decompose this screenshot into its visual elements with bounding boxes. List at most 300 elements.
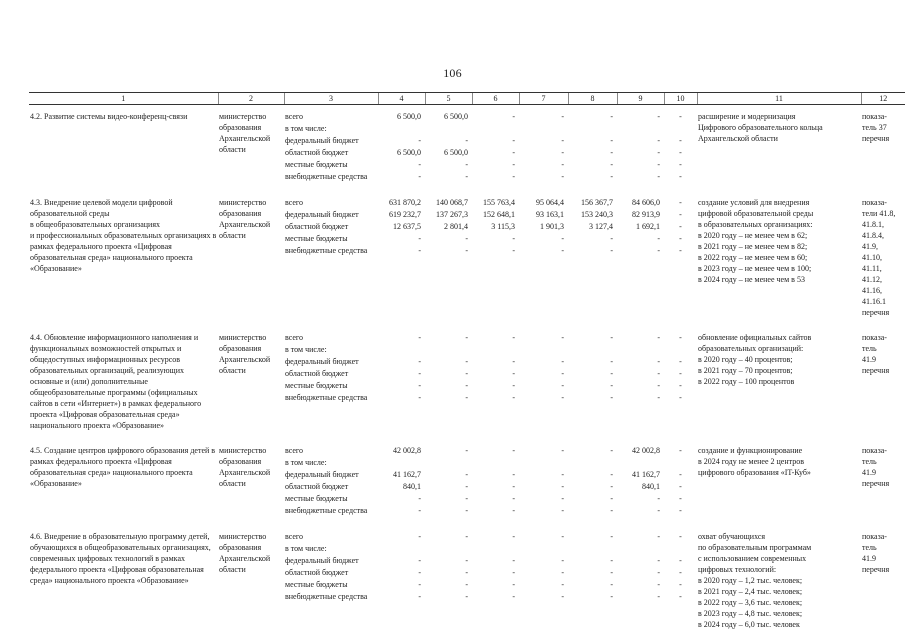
amount-cell — [617, 439, 664, 525]
amount-value — [520, 123, 564, 135]
amount-value — [569, 123, 613, 135]
funding-source-label: в том числе: — [285, 544, 327, 553]
amount-value — [379, 123, 421, 135]
amount-value: - — [561, 160, 564, 169]
amount-cell — [664, 191, 697, 326]
executor-cell: министерство образования Архангельской области — [219, 112, 271, 154]
amount-value: - — [465, 246, 468, 255]
amount-value: - — [561, 494, 564, 503]
activity-title-cell: 4.5. Создание центров цифрового образования детей в рамках федерального проекта «Цифровая образовательная среда» национального проекта «Образование» — [30, 446, 216, 488]
amount-value: - — [418, 136, 421, 145]
amount-cell — [617, 525, 664, 638]
amount-value: - — [610, 556, 613, 565]
funding-source-label: внебюджетные средства — [285, 172, 368, 181]
amount-value — [569, 344, 613, 356]
amount-value: - — [610, 580, 613, 589]
amount-value — [618, 344, 660, 356]
amount-value: 41 162,7 — [393, 470, 421, 479]
funding-source-label: внебюджетные средства — [285, 506, 368, 515]
amount-cell — [425, 191, 472, 326]
amount-value: - — [465, 532, 468, 541]
amount-value: - — [657, 112, 660, 121]
amount-value — [665, 543, 696, 555]
column-header: 11 — [697, 93, 861, 105]
amount-value: 6 500,0 — [444, 112, 468, 121]
table-body — [29, 105, 905, 639]
amount-value: - — [610, 136, 613, 145]
column-header: 7 — [519, 93, 568, 105]
amount-value: - — [561, 136, 564, 145]
amount-value: - — [679, 369, 682, 378]
amount-cell — [568, 191, 617, 326]
amount-value: - — [610, 482, 613, 491]
amount-value: - — [610, 234, 613, 243]
amount-value: - — [610, 369, 613, 378]
amount-cell — [378, 439, 425, 525]
amount-value: 3 127,4 — [589, 222, 613, 231]
amount-value: 6 500,0 — [444, 148, 468, 157]
page-number: 106 — [443, 66, 462, 80]
amount-value — [426, 344, 468, 356]
program-table — [29, 92, 905, 638]
amount-value: - — [465, 393, 468, 402]
amount-value: - — [512, 172, 515, 181]
amount-value: - — [679, 210, 682, 219]
funding-source-label: всего — [285, 112, 304, 121]
amount-value — [473, 123, 515, 135]
amount-value: - — [679, 333, 682, 342]
amount-value: - — [418, 532, 421, 541]
amount-value: - — [561, 234, 564, 243]
amount-value: - — [561, 172, 564, 181]
funding-source-label: в том числе: — [285, 124, 327, 133]
amount-value: - — [418, 246, 421, 255]
amount-value: - — [679, 470, 682, 479]
amount-value: - — [657, 568, 660, 577]
amount-value: - — [561, 592, 564, 601]
amount-value: - — [561, 580, 564, 589]
funding-source-label: областной бюджет — [285, 148, 349, 157]
amount-value: - — [610, 357, 613, 366]
amount-value: 3 115,3 — [491, 222, 515, 231]
funding-source-label: федеральный бюджет — [285, 210, 359, 219]
amount-value: - — [679, 172, 682, 181]
amount-cell — [568, 439, 617, 525]
amount-value: - — [418, 333, 421, 342]
amount-value: - — [418, 393, 421, 402]
amount-value: 840,1 — [403, 482, 421, 491]
amount-value — [520, 344, 564, 356]
amount-value: - — [561, 568, 564, 577]
amount-value: - — [512, 160, 515, 169]
amount-cell — [472, 326, 519, 439]
amount-value: 155 763,4 — [483, 198, 515, 207]
amount-cell — [519, 105, 568, 192]
amount-value: - — [679, 148, 682, 157]
amount-value: 1 692,1 — [636, 222, 660, 231]
amount-value: 42 002,8 — [393, 446, 421, 455]
amount-value: - — [418, 592, 421, 601]
amount-cell — [664, 525, 697, 638]
amount-value: 2 801,4 — [444, 222, 468, 231]
funding-source-label: областной бюджет — [285, 222, 349, 231]
amount-value: 137 267,3 — [436, 210, 468, 219]
funding-source-label: областной бюджет — [285, 369, 349, 378]
amount-value — [618, 457, 660, 469]
amount-value: - — [561, 556, 564, 565]
funding-source-label: местные бюджеты — [285, 234, 348, 243]
amount-value: - — [679, 532, 682, 541]
amount-value: - — [418, 580, 421, 589]
expected-result-cell: создание и функционирование в 2024 году не менее 2 центров цифрового образования «IT-Куб» — [698, 446, 811, 477]
amount-cell — [664, 105, 697, 192]
amount-value: - — [561, 333, 564, 342]
amount-value: - — [418, 568, 421, 577]
amount-value: - — [561, 369, 564, 378]
amount-value: - — [465, 470, 468, 479]
column-header: 5 — [425, 93, 472, 105]
funding-source-label: всего — [285, 333, 304, 342]
amount-cell — [425, 439, 472, 525]
amount-value: - — [561, 470, 564, 479]
amount-value: - — [512, 369, 515, 378]
amount-value: - — [679, 357, 682, 366]
funding-source-label: федеральный бюджет — [285, 470, 359, 479]
column-header: 8 — [568, 93, 617, 105]
amount-value — [618, 123, 660, 135]
column-header: 12 — [861, 93, 905, 105]
amount-value: - — [679, 112, 682, 121]
amount-value: - — [512, 568, 515, 577]
amount-value: - — [610, 470, 613, 479]
amount-value: - — [610, 506, 613, 515]
amount-cell — [472, 191, 519, 326]
amount-value: - — [512, 112, 515, 121]
amount-cell — [378, 191, 425, 326]
amount-value: - — [465, 234, 468, 243]
amount-value: - — [657, 234, 660, 243]
amount-cell — [378, 105, 425, 192]
funding-source-cell — [284, 525, 378, 638]
amount-cell — [378, 525, 425, 638]
funding-source-label: местные бюджеты — [285, 580, 348, 589]
amount-value: - — [610, 393, 613, 402]
amount-value: - — [465, 381, 468, 390]
amount-cell — [472, 439, 519, 525]
amount-value: - — [561, 506, 564, 515]
amount-value: - — [561, 381, 564, 390]
column-header: 1 — [29, 93, 218, 105]
executor-cell: министерство образования Архангельской области — [219, 333, 271, 375]
amount-value: - — [418, 172, 421, 181]
amount-value: - — [561, 357, 564, 366]
activity-title-cell: 4.3. Внедрение целевой модели цифровой образовательной среды в общеобразовательных организациях и профессиональных образовательных организациях в рамках федерального проекта «Цифровая образовательная среда» национального проекта «Образование» — [30, 198, 217, 273]
amount-cell — [617, 326, 664, 439]
amount-value — [426, 543, 468, 555]
amount-cell — [472, 525, 519, 638]
amount-cell — [425, 525, 472, 638]
amount-cell — [519, 191, 568, 326]
amount-value: - — [657, 592, 660, 601]
expected-result-cell: расширение и модернизация Цифрового образовательного кольца Архангельской области — [698, 112, 823, 143]
funding-source-label: федеральный бюджет — [285, 136, 359, 145]
amount-value: 41 162,7 — [632, 470, 660, 479]
amount-cell — [378, 326, 425, 439]
amount-value: - — [418, 369, 421, 378]
indicator-cell: показа- тель 41.9 перечня — [862, 532, 890, 574]
amount-value: - — [657, 148, 660, 157]
amount-cell — [425, 326, 472, 439]
amount-value: 631 870,2 — [389, 198, 421, 207]
amount-cell — [664, 326, 697, 439]
indicator-cell: показа- тель 41.9 перечня — [862, 333, 890, 375]
amount-value: - — [679, 494, 682, 503]
amount-value: - — [679, 234, 682, 243]
column-header: 3 — [284, 93, 378, 105]
amount-value: - — [657, 357, 660, 366]
executor-cell: министерство образования Архангельской области — [219, 198, 271, 240]
funding-source-label: областной бюджет — [285, 482, 349, 491]
amount-value: - — [512, 136, 515, 145]
funding-source-cell — [284, 191, 378, 326]
amount-value: - — [679, 556, 682, 565]
funding-source-label: всего — [285, 532, 304, 541]
amount-value: - — [465, 446, 468, 455]
funding-source-cell — [284, 439, 378, 525]
amount-value: - — [465, 506, 468, 515]
amount-value: 42 002,8 — [632, 446, 660, 455]
amount-value: 840,1 — [642, 482, 660, 491]
funding-source-label: всего — [285, 446, 304, 455]
funding-source-label: всего — [285, 198, 304, 207]
amount-value: - — [418, 357, 421, 366]
amount-value: - — [657, 494, 660, 503]
funding-source-cell — [284, 105, 378, 192]
amount-value: - — [561, 482, 564, 491]
amount-cell — [617, 105, 664, 192]
amount-value — [379, 344, 421, 356]
amount-value: - — [465, 482, 468, 491]
funding-source-label: внебюджетные средства — [285, 246, 368, 255]
indicator-cell: показа- тель 41.9 перечня — [862, 446, 890, 488]
amount-value — [473, 543, 515, 555]
amount-value: - — [512, 482, 515, 491]
amount-value: - — [561, 112, 564, 121]
amount-cell — [425, 105, 472, 192]
amount-value: - — [465, 136, 468, 145]
funding-source-label: областной бюджет — [285, 568, 349, 577]
amount-value: 1 901,3 — [540, 222, 564, 231]
funding-source-label: в том числе: — [285, 458, 327, 467]
amount-value: - — [657, 136, 660, 145]
column-number-row — [29, 93, 905, 105]
table-row — [29, 525, 905, 638]
amount-value: - — [512, 494, 515, 503]
amount-value: - — [657, 580, 660, 589]
amount-value: - — [512, 532, 515, 541]
amount-value — [665, 344, 696, 356]
funding-source-label: федеральный бюджет — [285, 357, 359, 366]
amount-value — [569, 457, 613, 469]
column-header: 2 — [218, 93, 284, 105]
amount-value — [379, 543, 421, 555]
amount-value: - — [657, 393, 660, 402]
amount-cell — [568, 105, 617, 192]
amount-cell — [472, 105, 519, 192]
amount-value: - — [465, 369, 468, 378]
amount-value — [665, 123, 696, 135]
amount-cell — [617, 191, 664, 326]
amount-value: - — [679, 506, 682, 515]
amount-value: - — [679, 381, 682, 390]
amount-value: - — [512, 246, 515, 255]
amount-value — [379, 457, 421, 469]
amount-value — [426, 123, 468, 135]
amount-value: - — [610, 381, 613, 390]
amount-value: - — [512, 381, 515, 390]
amount-value: 84 606,0 — [632, 198, 660, 207]
amount-value: - — [512, 446, 515, 455]
amount-value: - — [610, 148, 613, 157]
executor-cell: министерство образования Архангельской области — [219, 532, 271, 574]
amount-value: 152 648,1 — [483, 210, 515, 219]
amount-value: - — [512, 357, 515, 366]
amount-value: 140 068,7 — [436, 198, 468, 207]
amount-value: - — [512, 333, 515, 342]
amount-value: - — [679, 393, 682, 402]
amount-cell — [519, 326, 568, 439]
amount-value — [520, 543, 564, 555]
column-header: 10 — [664, 93, 697, 105]
amount-value: - — [679, 136, 682, 145]
amount-value: 82 913,9 — [632, 210, 660, 219]
amount-value: - — [679, 580, 682, 589]
amount-value: - — [679, 222, 682, 231]
amount-value: - — [657, 532, 660, 541]
table-row — [29, 191, 905, 326]
amount-value: - — [679, 592, 682, 601]
amount-value: - — [610, 532, 613, 541]
amount-value: - — [465, 580, 468, 589]
amount-value: - — [679, 198, 682, 207]
amount-value: - — [657, 556, 660, 565]
indicator-cell: показа- тели 41.8, 41.8.1, 41.8.4, 41.9, 41.10, 41.11, 41.12, 41.16, 41.16.1 перечня — [862, 198, 896, 317]
expected-result-cell: обновление официальных сайтов образовательных организаций: в 2020 году – 40 процентов; в 2021 году – 70 процентов; в 2022 году – 100 процентов — [698, 333, 812, 386]
amount-value: - — [512, 148, 515, 157]
funding-source-label: внебюджетные средства — [285, 592, 368, 601]
amount-value: - — [418, 234, 421, 243]
amount-value: - — [679, 160, 682, 169]
amount-value: 153 240,3 — [581, 210, 613, 219]
amount-value: - — [610, 446, 613, 455]
amount-value: 6 500,0 — [397, 148, 421, 157]
amount-value: - — [610, 494, 613, 503]
amount-value: - — [657, 369, 660, 378]
table-row — [29, 439, 905, 525]
amount-value: - — [465, 357, 468, 366]
expected-result-cell: создание условий для внедрения цифровой образовательной среды в образовательных организациях: в 2020 году – не менее чем в 62; в 2021 году – не менее чем в 82; в 2022 году – не менее чем в 60; в 2023 году – не менее чем в 100; в 2024 году – не менее чем в 53 — [698, 198, 814, 284]
amount-value: - — [610, 112, 613, 121]
amount-value: 619 232,7 — [389, 210, 421, 219]
amount-value: - — [512, 506, 515, 515]
amount-value: - — [657, 172, 660, 181]
amount-value: - — [561, 446, 564, 455]
amount-value: 6 500,0 — [397, 112, 421, 121]
amount-value — [426, 457, 468, 469]
activity-title-cell: 4.2. Развитие системы видео-конференц-связи — [30, 112, 188, 121]
amount-value: - — [610, 160, 613, 169]
amount-cell — [664, 439, 697, 525]
column-header: 9 — [617, 93, 664, 105]
amount-value: - — [657, 506, 660, 515]
amount-value: 95 064,4 — [536, 198, 564, 207]
amount-value: - — [418, 506, 421, 515]
activity-title-cell: 4.4. Обновление информационного наполнения и функциональных возможностей открытых и общедоступных информационных ресурсов образовательных организаций, реализующих основные и (или) дополнительные общеобразовательные программы (официальных сайтов в сети «Интернет») в рамках федерального проекта «Цифровая образовательная среда» национального проекта «Образование» — [30, 333, 202, 430]
amount-cell — [519, 439, 568, 525]
amount-value — [473, 344, 515, 356]
amount-value: - — [657, 160, 660, 169]
amount-cell — [568, 326, 617, 439]
amount-value — [665, 457, 696, 469]
amount-value: - — [512, 470, 515, 479]
executor-cell: министерство образования Архангельской области — [219, 446, 271, 488]
table-row — [29, 105, 905, 192]
amount-value: - — [512, 580, 515, 589]
amount-value — [618, 543, 660, 555]
amount-value: - — [679, 482, 682, 491]
amount-value — [520, 457, 564, 469]
funding-source-label: в том числе: — [285, 345, 327, 354]
amount-value: 12 637,5 — [393, 222, 421, 231]
amount-value: - — [657, 333, 660, 342]
amount-value: - — [561, 246, 564, 255]
amount-value: - — [465, 592, 468, 601]
amount-value: - — [610, 246, 613, 255]
amount-value: - — [512, 393, 515, 402]
amount-value: - — [561, 148, 564, 157]
amount-value — [569, 543, 613, 555]
amount-value: - — [465, 333, 468, 342]
funding-source-cell — [284, 326, 378, 439]
amount-value: 156 367,7 — [581, 198, 613, 207]
amount-cell — [568, 525, 617, 638]
amount-value: - — [561, 532, 564, 541]
expected-result-cell: охват обучающихся по образовательным программам с использованием современных цифровых технологий: в 2020 году – 1,2 тыс. человек; в 2021 году – 2,4 тыс. человек; в 2022 году – 3,6 тыс. человек; в 2023 году – 4,8 тыс. человек; в 2024 году – 6,0 тыс. человек — [698, 532, 812, 629]
amount-value: - — [512, 556, 515, 565]
amount-value: 93 163,1 — [536, 210, 564, 219]
amount-value: - — [465, 172, 468, 181]
amount-cell — [519, 525, 568, 638]
column-header: 4 — [378, 93, 425, 105]
amount-value: - — [657, 246, 660, 255]
funding-source-label: внебюджетные средства — [285, 393, 368, 402]
amount-value: - — [512, 592, 515, 601]
activity-title-cell: 4.6. Внедрение в образовательную программу детей, обучающихся в общеобразовательных организациях, современных цифровых технологий в рамках федерального проекта «Цифровая образовательная среда» национального проекта «Образование» — [30, 532, 211, 585]
funding-source-label: федеральный бюджет — [285, 556, 359, 565]
funding-source-label: местные бюджеты — [285, 160, 348, 169]
amount-value: - — [465, 160, 468, 169]
funding-source-label: местные бюджеты — [285, 381, 348, 390]
amount-value: - — [610, 333, 613, 342]
amount-value: - — [465, 494, 468, 503]
amount-value: - — [679, 246, 682, 255]
table-row — [29, 326, 905, 439]
amount-value: - — [418, 556, 421, 565]
column-header: 6 — [472, 93, 519, 105]
amount-value: - — [512, 234, 515, 243]
amount-value — [473, 457, 515, 469]
amount-value: - — [610, 592, 613, 601]
